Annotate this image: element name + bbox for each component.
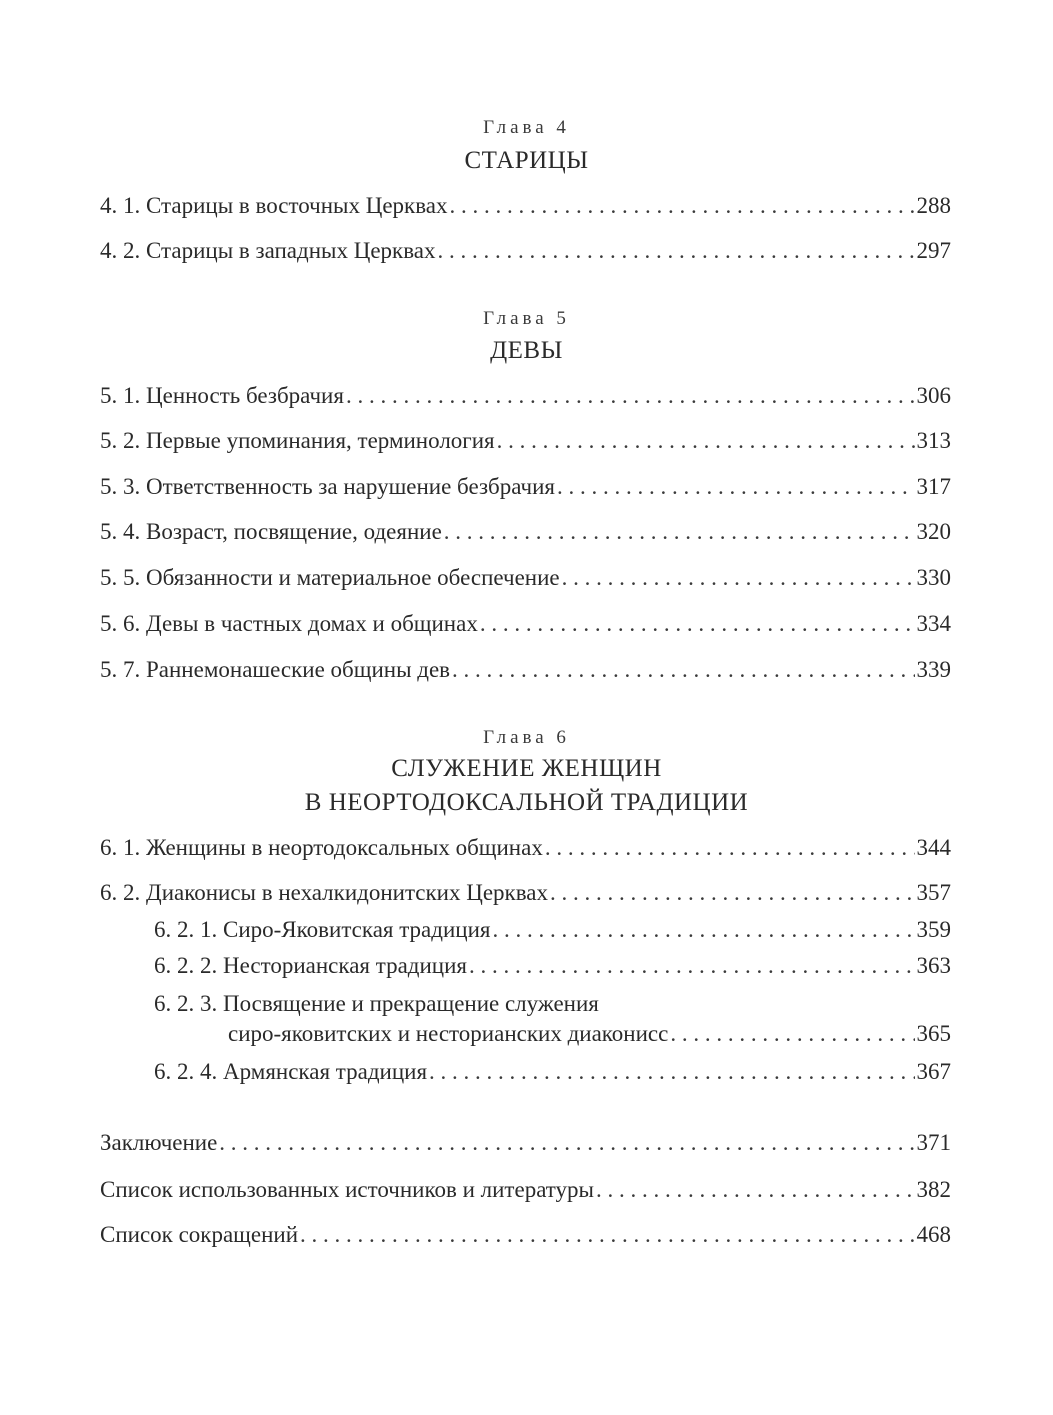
dot-leader xyxy=(596,1177,914,1203)
toc-entry-label: 5. 7. Раннемонашеские общины дев xyxy=(100,657,451,682)
toc-entry[interactable] xyxy=(100,657,951,683)
toc-entry[interactable] xyxy=(100,519,951,545)
dot-leader xyxy=(557,474,915,500)
toc-entry-page: 367 xyxy=(916,1059,951,1084)
dot-leader xyxy=(480,611,915,637)
chapter-title: В НЕОРТОДОКСАЛЬНОЙ ТРАДИЦИИ xyxy=(304,789,749,816)
chapter-label: Глава 4 xyxy=(483,117,570,138)
dot-leader xyxy=(449,193,914,219)
dot-leader xyxy=(438,238,915,264)
toc-entry-page: 357 xyxy=(916,880,951,905)
toc-entry-page: 363 xyxy=(916,953,951,978)
chapter-title: СЛУЖЕНИЕ ЖЕНЩИН xyxy=(391,755,662,782)
toc-entry-label: 5. 5. Обязанности и материальное обеспечение xyxy=(100,565,560,590)
toc-entry-label: Список использованных источников и литературы xyxy=(100,1177,595,1202)
toc-subentry[interactable] xyxy=(228,1021,951,1047)
dot-leader xyxy=(492,917,914,943)
toc-entry[interactable] xyxy=(100,565,951,591)
toc-entry-label: 6. 2. Диаконисы в нехалкидонитских Церквах xyxy=(100,880,548,905)
toc-entry-label: 6. 1. Женщины в неортодоксальных общинах xyxy=(100,835,543,860)
toc-entry-label: 5. 4. Возраст, посвящение, одеяние xyxy=(100,519,442,544)
chapter-title: ДЕВЫ xyxy=(490,337,563,364)
toc-entry[interactable] xyxy=(100,383,951,409)
toc-entry[interactable] xyxy=(100,238,951,264)
toc-entry-label: Заключение xyxy=(100,1130,218,1155)
toc-entry-label: 4. 1. Старицы в восточных Церквах xyxy=(100,193,448,218)
toc-entry-page: 339 xyxy=(916,657,951,682)
toc-entry-label: 6. 2. 2. Несторианская традиция xyxy=(154,953,467,978)
toc-entry-page: 306 xyxy=(916,383,951,408)
chapter-label: Глава 5 xyxy=(483,308,570,329)
dot-leader xyxy=(550,880,915,906)
chapter-label: Глава 6 xyxy=(483,727,570,748)
dot-leader xyxy=(219,1130,914,1156)
toc-entry-page: 297 xyxy=(916,238,951,263)
toc-entry-page: 365 xyxy=(916,1021,951,1046)
toc-entry-page: 320 xyxy=(916,519,951,544)
dot-leader xyxy=(300,1222,914,1248)
dot-leader xyxy=(346,383,915,409)
toc-entry-label: Список сокращений xyxy=(100,1222,299,1247)
toc-entry-page: 334 xyxy=(916,611,951,636)
toc-entry[interactable] xyxy=(100,1222,951,1248)
dot-leader xyxy=(497,428,915,454)
toc-entry-page: 330 xyxy=(916,565,951,590)
toc-entry-page: 317 xyxy=(916,474,951,499)
toc-entry-label: 4. 2. Старицы в западных Церквах xyxy=(100,238,436,263)
toc-entry-page: 371 xyxy=(916,1130,951,1155)
toc-entry-label: 5. 6. Девы в частных домах и общинах xyxy=(100,611,478,636)
toc-entry[interactable] xyxy=(100,835,951,861)
toc-entry-page: 382 xyxy=(916,1177,951,1202)
toc-entry-page: 313 xyxy=(916,428,951,453)
toc-entry[interactable] xyxy=(100,880,951,906)
toc-subentry[interactable] xyxy=(154,1059,951,1085)
toc-entry-page: 344 xyxy=(916,835,951,860)
toc-entry[interactable] xyxy=(100,1177,951,1203)
toc-entry-label: 5. 3. Ответственность за нарушение безбрачия xyxy=(100,474,555,499)
dot-leader xyxy=(469,953,915,979)
dot-leader xyxy=(670,1021,914,1047)
dot-leader xyxy=(429,1059,914,1085)
toc-entry-label: 6. 2. 1. Сиро-Яковитская традиция xyxy=(154,917,491,942)
toc-entry-label[interactable]: 6. 2. 3. Посвящение и прекращение служения xyxy=(154,991,599,1016)
toc-entry-page: 468 xyxy=(916,1222,951,1247)
dot-leader xyxy=(545,835,915,861)
toc-entry[interactable] xyxy=(100,474,951,500)
toc-subentry[interactable] xyxy=(154,917,951,943)
dot-leader xyxy=(452,657,914,683)
toc-entry-label: 5. 2. Первые упоминания, терминология xyxy=(100,428,495,453)
toc-entry[interactable] xyxy=(100,611,951,637)
toc-entry[interactable] xyxy=(100,1130,951,1156)
toc-entry[interactable] xyxy=(100,428,951,454)
dot-leader xyxy=(562,565,915,591)
dot-leader xyxy=(444,519,915,545)
toc-entry[interactable] xyxy=(100,193,951,219)
toc-entry-label: 6. 2. 4. Армянская традиция xyxy=(154,1059,428,1084)
toc-entry-label: сиро-яковитских и несторианских диаконисс xyxy=(228,1021,669,1046)
toc-entry-page: 288 xyxy=(916,193,951,218)
toc-entry-label: 5. 1. Ценность безбрачия xyxy=(100,383,344,408)
toc-subentry[interactable] xyxy=(154,953,951,979)
toc-entry-page: 359 xyxy=(916,917,951,942)
chapter-title: СТАРИЦЫ xyxy=(464,147,589,174)
